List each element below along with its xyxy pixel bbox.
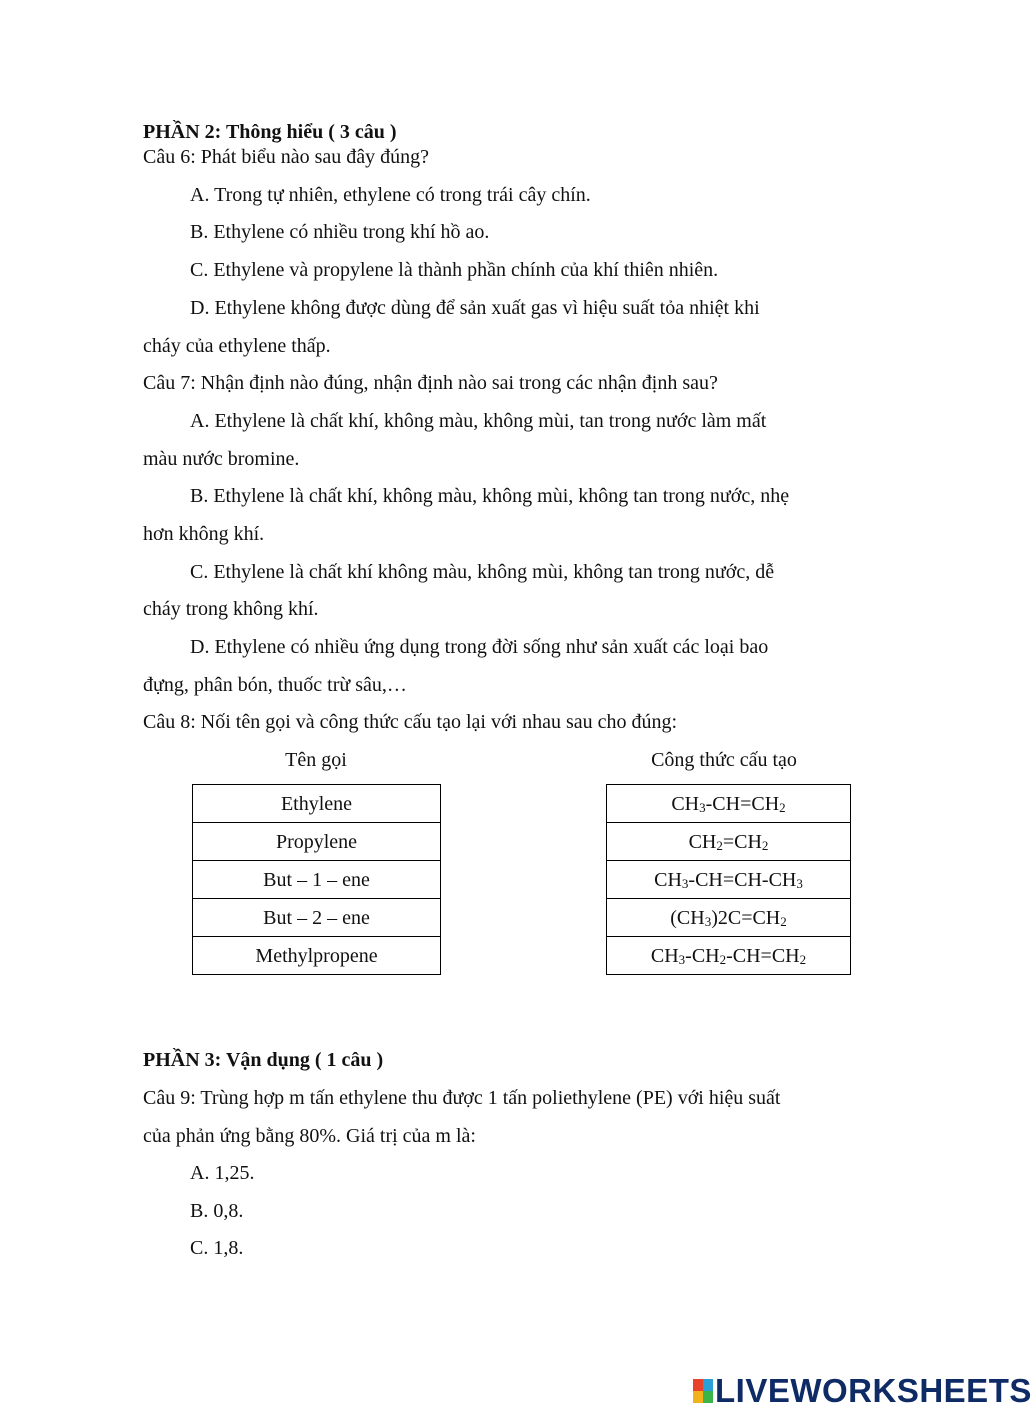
formula-text: CH <box>650 944 679 967</box>
formula-subscript: 3 <box>704 913 712 929</box>
names-table-row <box>193 823 441 861</box>
formula-subscript: 3 <box>699 799 706 815</box>
q6-question: Câu 6: Phát biểu nào sau đây đúng? <box>143 146 430 168</box>
formula-text: CH <box>688 830 717 853</box>
q6-option-d: D. Ethylene không được dùng để sản xuất gas vì hiệu suất tỏa nhiệt khi <box>190 297 760 319</box>
names-table-row <box>193 861 441 899</box>
logo-block <box>693 1379 703 1391</box>
compound-name-cell: Ethylene <box>193 785 441 823</box>
formula-text: CH <box>671 792 700 815</box>
compound-name-cell: But – 2 – ene <box>193 899 441 937</box>
q6-option-d-cont: cháy của ethylene thấp. <box>143 335 331 357</box>
q7-option-a-cont: màu nước bromine. <box>143 448 300 470</box>
formula-text: -CH <box>685 944 720 967</box>
compound-name-cell: Methylpropene <box>193 937 441 975</box>
logo-block <box>703 1391 713 1403</box>
logo-mark-icon <box>693 1379 713 1403</box>
q8-question: Câu 8: Nối tên gọi và công thức cấu tạo lại với nhau sau cho đúng: <box>143 711 678 733</box>
formula-subscript: 2 <box>761 837 769 853</box>
q6-option-c: C. Ethylene và propylene là thành phần chính của khí thiên nhiên. <box>190 259 719 281</box>
formula-subscript: 2 <box>716 837 723 853</box>
q7-option-a: A. Ethylene là chất khí, không màu, không mùi, tan trong nước làm mất <box>190 410 767 432</box>
formula-subscript: 3 <box>678 951 686 967</box>
formulas-column-header: Công thức cấu tạo <box>651 749 797 771</box>
formula-subscript: 3 <box>681 875 689 891</box>
q7-option-b-cont: hơn không khí. <box>143 523 265 545</box>
q7-option-c-cont: cháy trong không khí. <box>143 598 319 620</box>
formula-subscript: 2 <box>779 799 786 815</box>
part3-heading: PHẦN 3: Vận dụng ( 1 câu ) <box>143 1049 384 1071</box>
formula-text: -CH=CH <box>726 944 800 967</box>
formulas-table <box>606 784 851 975</box>
formula-subscript: 3 <box>796 875 803 891</box>
formula-subscript: 2 <box>799 951 807 967</box>
formula-text: CH <box>654 868 682 891</box>
formulas-table-row <box>607 937 851 975</box>
q9-question: Câu 9: Trùng hợp m tấn ethylene thu được 1 tấn poliethylene (PE) với hiệu suất <box>143 1087 781 1109</box>
formulas-table-row <box>607 785 851 823</box>
formula-subscript: 2 <box>719 951 727 967</box>
compound-name-cell: Propylene <box>193 823 441 861</box>
compound-name-cell: But – 1 – ene <box>193 861 441 899</box>
names-table-row <box>193 937 441 975</box>
structural-formula-cell <box>607 937 851 975</box>
names-table-row <box>193 785 441 823</box>
q9-option-c: C. 1,8. <box>190 1237 244 1259</box>
formula-text: -CH=CH <box>705 792 780 815</box>
logo-block <box>693 1391 703 1403</box>
formulas-table-row <box>607 823 851 861</box>
q6-option-b: B. Ethylene có nhiều trong khí hồ ao. <box>190 221 490 243</box>
formula-text: =CH <box>722 830 762 853</box>
formula-text: )2C=CH <box>711 906 781 929</box>
part2-heading: PHẦN 2: Thông hiểu ( 3 câu ) <box>143 121 397 143</box>
formulas-table-row <box>607 899 851 937</box>
formulas-table-row <box>607 861 851 899</box>
logo-text: LIVEWORKSHEETS <box>715 1372 1032 1409</box>
formula-subscript: 2 <box>780 913 787 929</box>
q7-option-c: C. Ethylene là chất khí không màu, không mùi, không tan trong nước, dễ <box>190 561 775 583</box>
q7-option-d: D. Ethylene có nhiều ứng dụng trong đời sống như sản xuất các loại bao <box>190 636 769 658</box>
structural-formula-cell <box>607 899 851 937</box>
q7-option-d-cont: đựng, phân bón, thuốc trừ sâu,… <box>143 674 407 696</box>
names-column-header: Tên gọi <box>285 749 347 771</box>
liveworksheets-logo <box>693 1372 1032 1409</box>
structural-formula-cell <box>607 785 851 823</box>
q7-option-b: B. Ethylene là chất khí, không màu, không mùi, không tan trong nước, nhẹ <box>190 485 790 507</box>
structural-formula-cell <box>607 861 851 899</box>
names-table-row <box>193 899 441 937</box>
q9-option-b: B. 0,8. <box>190 1200 244 1222</box>
q6-option-a: A. Trong tự nhiên, ethylene có trong trái cây chín. <box>190 184 591 206</box>
logo-block <box>703 1379 713 1391</box>
formula-text: -CH=CH-CH <box>688 868 797 891</box>
q9-question-cont: của phản ứng bằng 80%. Giá trị của m là: <box>143 1125 476 1147</box>
formula-text: (CH <box>670 906 705 929</box>
names-table <box>192 784 441 975</box>
q9-option-a: A. 1,25. <box>190 1162 255 1184</box>
q7-question: Câu 7: Nhận định nào đúng, nhận định nào sai trong các nhận định sau? <box>143 372 718 394</box>
structural-formula-cell <box>607 823 851 861</box>
